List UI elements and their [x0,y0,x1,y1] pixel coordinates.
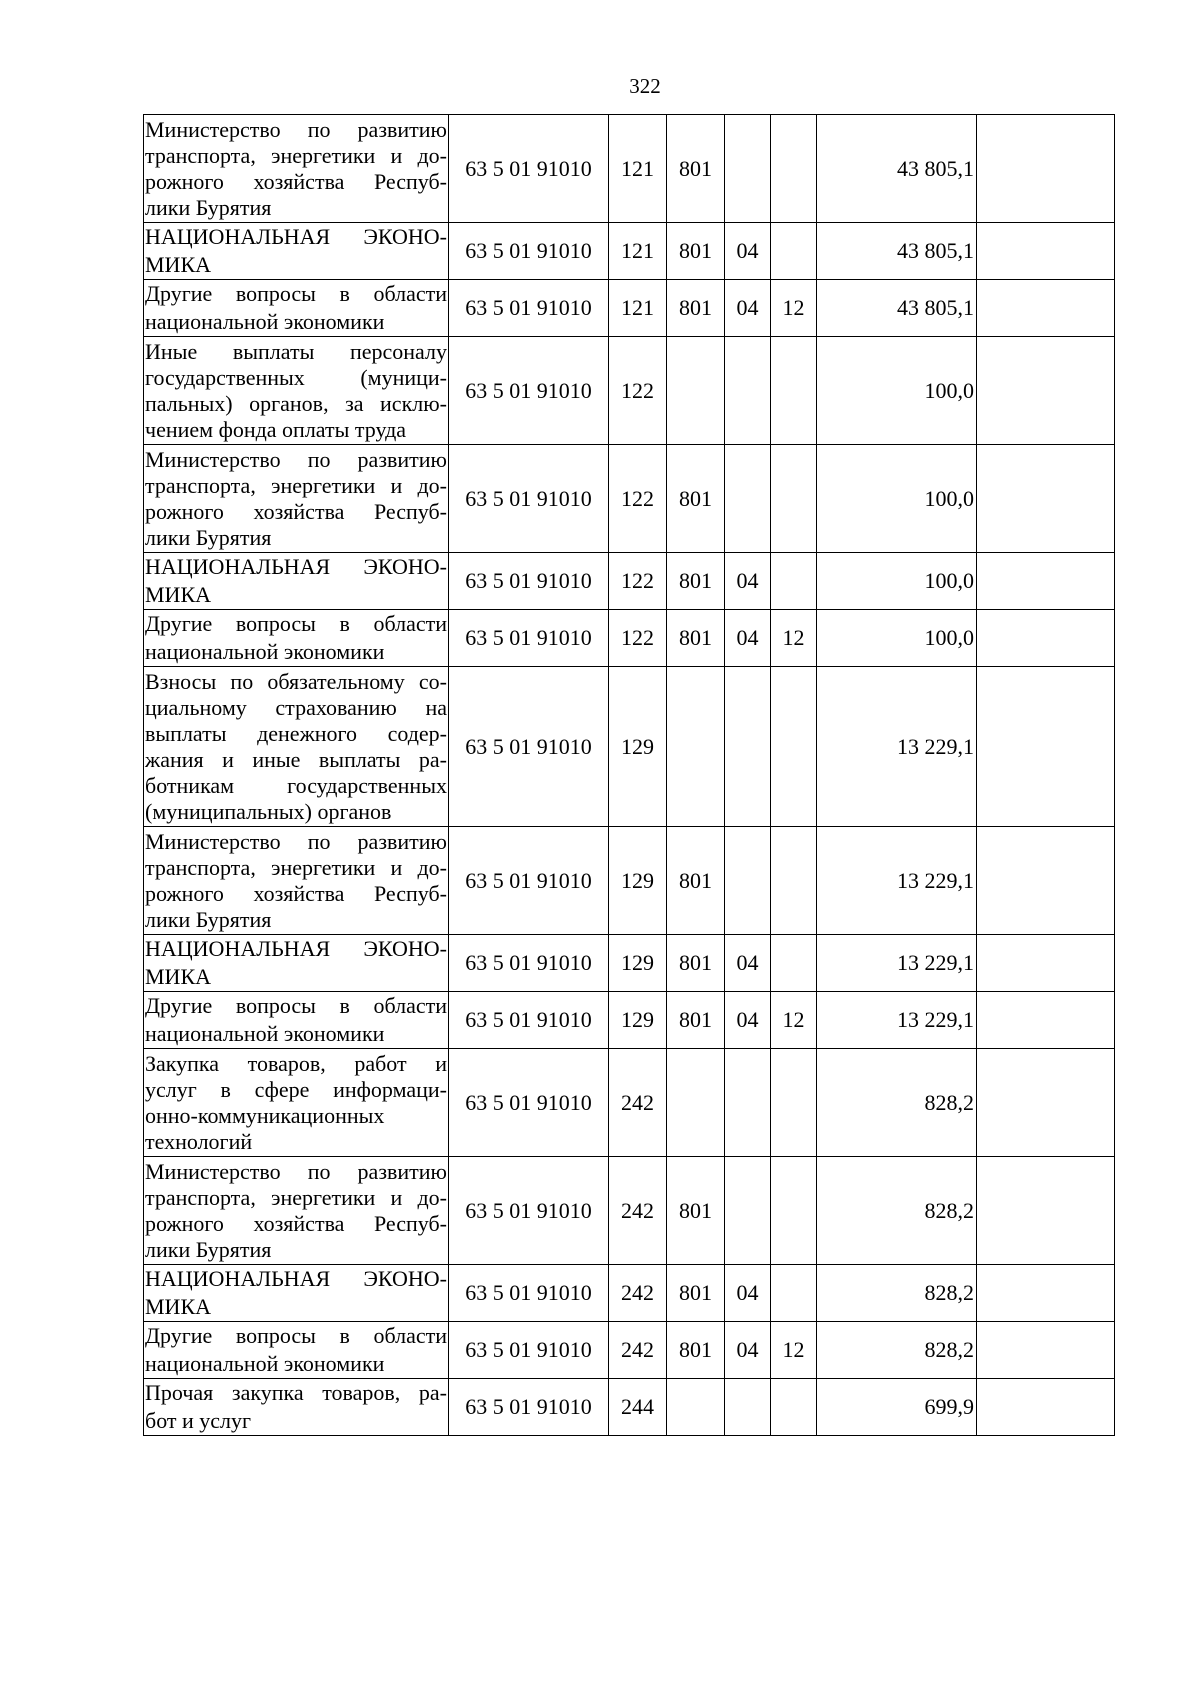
amount: 100,0 [817,337,977,445]
description-line: МИКА [145,252,212,277]
section-code [725,115,771,223]
extra-cell [977,337,1115,445]
row-description [144,827,449,935]
administrator-code [667,337,725,445]
expense-type-code: 242 [609,1322,667,1379]
extra-cell [977,610,1115,667]
amount: 43 805,1 [817,223,977,280]
description-line: циальному страхованию на [145,694,447,720]
description-line: лики Бурятия [145,906,272,932]
subsection-code: 12 [771,992,817,1049]
target-article-code: 63 5 01 91010 [449,445,609,553]
row-description [144,223,449,280]
description-line: МИКА [145,964,212,989]
expense-type-code: 121 [609,280,667,337]
table-row [144,1157,1115,1265]
amount: 13 229,1 [817,992,977,1049]
description-line: выплаты денежного содер- [145,720,447,746]
subsection-code [771,827,817,935]
description-line: услуг в сфере информаци- [145,1076,447,1102]
description-line: Другие вопросы в области [145,611,447,636]
extra-cell [977,1322,1115,1379]
description-line: (муниципальных) органов [145,798,392,824]
administrator-code: 801 [667,1265,725,1322]
table-row [144,115,1115,223]
target-article-code: 63 5 01 91010 [449,1379,609,1436]
row-description [144,280,449,337]
description-line: Прочая закупка товаров, ра- [145,1380,447,1405]
page-number: 322 [629,74,661,98]
row-description [144,992,449,1049]
section-code: 04 [725,1265,771,1322]
description-line: Министерство по развитию [145,1158,447,1184]
row-description [144,610,449,667]
description-line: НАЦИОНАЛЬНАЯ ЭКОНО- [145,554,447,579]
administrator-code: 801 [667,610,725,667]
extra-cell [977,827,1115,935]
table-row [144,935,1115,992]
extra-cell [977,553,1115,610]
subsection-code [771,553,817,610]
description-line: НАЦИОНАЛЬНАЯ ЭКОНО- [145,1266,447,1291]
row-description [144,1265,449,1322]
section-code: 04 [725,1322,771,1379]
description-line: Министерство по развитию [145,116,447,142]
subsection-code [771,667,817,827]
expense-type-code: 122 [609,445,667,553]
description-line: лики Бурятия [145,1236,272,1262]
description-line: МИКА [145,582,212,607]
subsection-code [771,223,817,280]
section-code [725,827,771,935]
description-line: транспорта, энергетики и до- [145,472,447,498]
expense-type-code: 129 [609,827,667,935]
subsection-code [771,1157,817,1265]
section-code: 04 [725,992,771,1049]
expense-type-code: 244 [609,1379,667,1436]
row-description [144,445,449,553]
description-line: НАЦИОНАЛЬНАЯ ЭКОНО- [145,224,447,249]
description-line: МИКА [145,1294,212,1319]
description-line: технологий [145,1128,253,1154]
subsection-code: 12 [771,280,817,337]
amount: 13 229,1 [817,667,977,827]
target-article-code: 63 5 01 91010 [449,223,609,280]
subsection-code [771,337,817,445]
section-code: 04 [725,280,771,337]
amount: 828,2 [817,1322,977,1379]
description-line: жания и иные выплаты ра- [145,746,447,772]
description-line: Министерство по развитию [145,828,447,854]
amount: 13 229,1 [817,827,977,935]
target-article-code: 63 5 01 91010 [449,827,609,935]
target-article-code: 63 5 01 91010 [449,553,609,610]
table-row [144,1322,1115,1379]
expense-type-code: 129 [609,667,667,827]
target-article-code: 63 5 01 91010 [449,935,609,992]
extra-cell [977,1379,1115,1436]
description-line: Взносы по обязательному со- [145,668,447,694]
table-row [144,827,1115,935]
description-line: бот и услуг [145,1408,252,1433]
table-row [144,1265,1115,1322]
row-description [144,337,449,445]
table-row [144,445,1115,553]
row-description [144,667,449,827]
administrator-code: 801 [667,115,725,223]
description-line: национальной экономики [145,639,385,664]
row-description [144,1379,449,1436]
description-line: Другие вопросы в области [145,1323,447,1348]
extra-cell [977,280,1115,337]
row-description [144,1157,449,1265]
subsection-code: 12 [771,610,817,667]
extra-cell [977,223,1115,280]
subsection-code [771,1379,817,1436]
subsection-code [771,445,817,553]
administrator-code [667,1379,725,1436]
amount: 43 805,1 [817,280,977,337]
budget-table [143,114,1115,1436]
administrator-code [667,1049,725,1157]
table-row [144,223,1115,280]
table-row [144,280,1115,337]
administrator-code: 801 [667,1157,725,1265]
description-line: рожного хозяйства Респуб- [145,498,447,524]
description-line: лики Бурятия [145,194,272,220]
table-body [144,115,1115,1436]
subsection-code: 12 [771,1322,817,1379]
table-row [144,553,1115,610]
extra-cell [977,992,1115,1049]
expense-type-code: 122 [609,553,667,610]
extra-cell [977,667,1115,827]
extra-cell [977,935,1115,992]
target-article-code: 63 5 01 91010 [449,115,609,223]
amount: 100,0 [817,553,977,610]
target-article-code: 63 5 01 91010 [449,992,609,1049]
expense-type-code: 121 [609,223,667,280]
row-description [144,1049,449,1157]
description-line: Другие вопросы в области [145,993,447,1018]
section-code: 04 [725,935,771,992]
administrator-code: 801 [667,827,725,935]
description-line: рожного хозяйства Респуб- [145,880,447,906]
description-line: рожного хозяйства Респуб- [145,168,447,194]
administrator-code: 801 [667,992,725,1049]
target-article-code: 63 5 01 91010 [449,337,609,445]
row-description [144,553,449,610]
expense-type-code: 242 [609,1049,667,1157]
target-article-code: 63 5 01 91010 [449,667,609,827]
amount: 100,0 [817,445,977,553]
section-code [725,1379,771,1436]
section-code: 04 [725,553,771,610]
administrator-code: 801 [667,1322,725,1379]
amount: 43 805,1 [817,115,977,223]
table-row [144,1049,1115,1157]
amount: 828,2 [817,1265,977,1322]
description-line: рожного хозяйства Респуб- [145,1210,447,1236]
table-row [144,992,1115,1049]
description-line: Другие вопросы в области [145,281,447,306]
amount: 828,2 [817,1157,977,1265]
description-line: онно-коммуникационных [145,1102,385,1128]
row-description [144,1322,449,1379]
table-row [144,610,1115,667]
table-row [144,1379,1115,1436]
expense-type-code: 122 [609,337,667,445]
description-line: национальной экономики [145,1021,385,1046]
description-line: Иные выплаты персоналу [145,338,447,364]
expense-type-code: 121 [609,115,667,223]
amount: 828,2 [817,1049,977,1157]
expense-type-code: 122 [609,610,667,667]
target-article-code: 63 5 01 91010 [449,1265,609,1322]
target-article-code: 63 5 01 91010 [449,610,609,667]
description-line: Закупка товаров, работ и [145,1050,447,1076]
extra-cell [977,445,1115,553]
table-row [144,337,1115,445]
table-row [144,667,1115,827]
amount: 13 229,1 [817,935,977,992]
target-article-code: 63 5 01 91010 [449,1157,609,1265]
expense-type-code: 129 [609,935,667,992]
section-code [725,1157,771,1265]
row-description [144,935,449,992]
subsection-code [771,935,817,992]
administrator-code: 801 [667,445,725,553]
administrator-code: 801 [667,553,725,610]
extra-cell [977,115,1115,223]
extra-cell [977,1049,1115,1157]
subsection-code [771,1265,817,1322]
expense-type-code: 242 [609,1157,667,1265]
description-line: ботникам государственных [145,772,447,798]
administrator-code [667,667,725,827]
amount: 699,9 [817,1379,977,1436]
row-description [144,115,449,223]
description-line: Министерство по развитию [145,446,447,472]
description-line: государственных (муници- [145,364,447,390]
description-line: национальной экономики [145,1351,385,1376]
expense-type-code: 129 [609,992,667,1049]
extra-cell [977,1265,1115,1322]
description-line: национальной экономики [145,309,385,334]
extra-cell [977,1157,1115,1265]
section-code [725,445,771,553]
administrator-code: 801 [667,280,725,337]
amount: 100,0 [817,610,977,667]
description-line: лики Бурятия [145,524,272,550]
section-code: 04 [725,610,771,667]
section-code: 04 [725,223,771,280]
section-code [725,1049,771,1157]
subsection-code [771,1049,817,1157]
target-article-code: 63 5 01 91010 [449,280,609,337]
administrator-code: 801 [667,223,725,280]
section-code [725,337,771,445]
target-article-code: 63 5 01 91010 [449,1049,609,1157]
subsection-code [771,115,817,223]
description-line: НАЦИОНАЛЬНАЯ ЭКОНО- [145,936,447,961]
description-line: транспорта, энергетики и до- [145,1184,447,1210]
section-code [725,667,771,827]
description-line: транспорта, энергетики и до- [145,142,447,168]
description-line: пальных) органов, за исклю- [145,390,447,416]
administrator-code: 801 [667,935,725,992]
description-line: транспорта, энергетики и до- [145,854,447,880]
target-article-code: 63 5 01 91010 [449,1322,609,1379]
description-line: чением фонда оплаты труда [145,416,407,442]
expense-type-code: 242 [609,1265,667,1322]
